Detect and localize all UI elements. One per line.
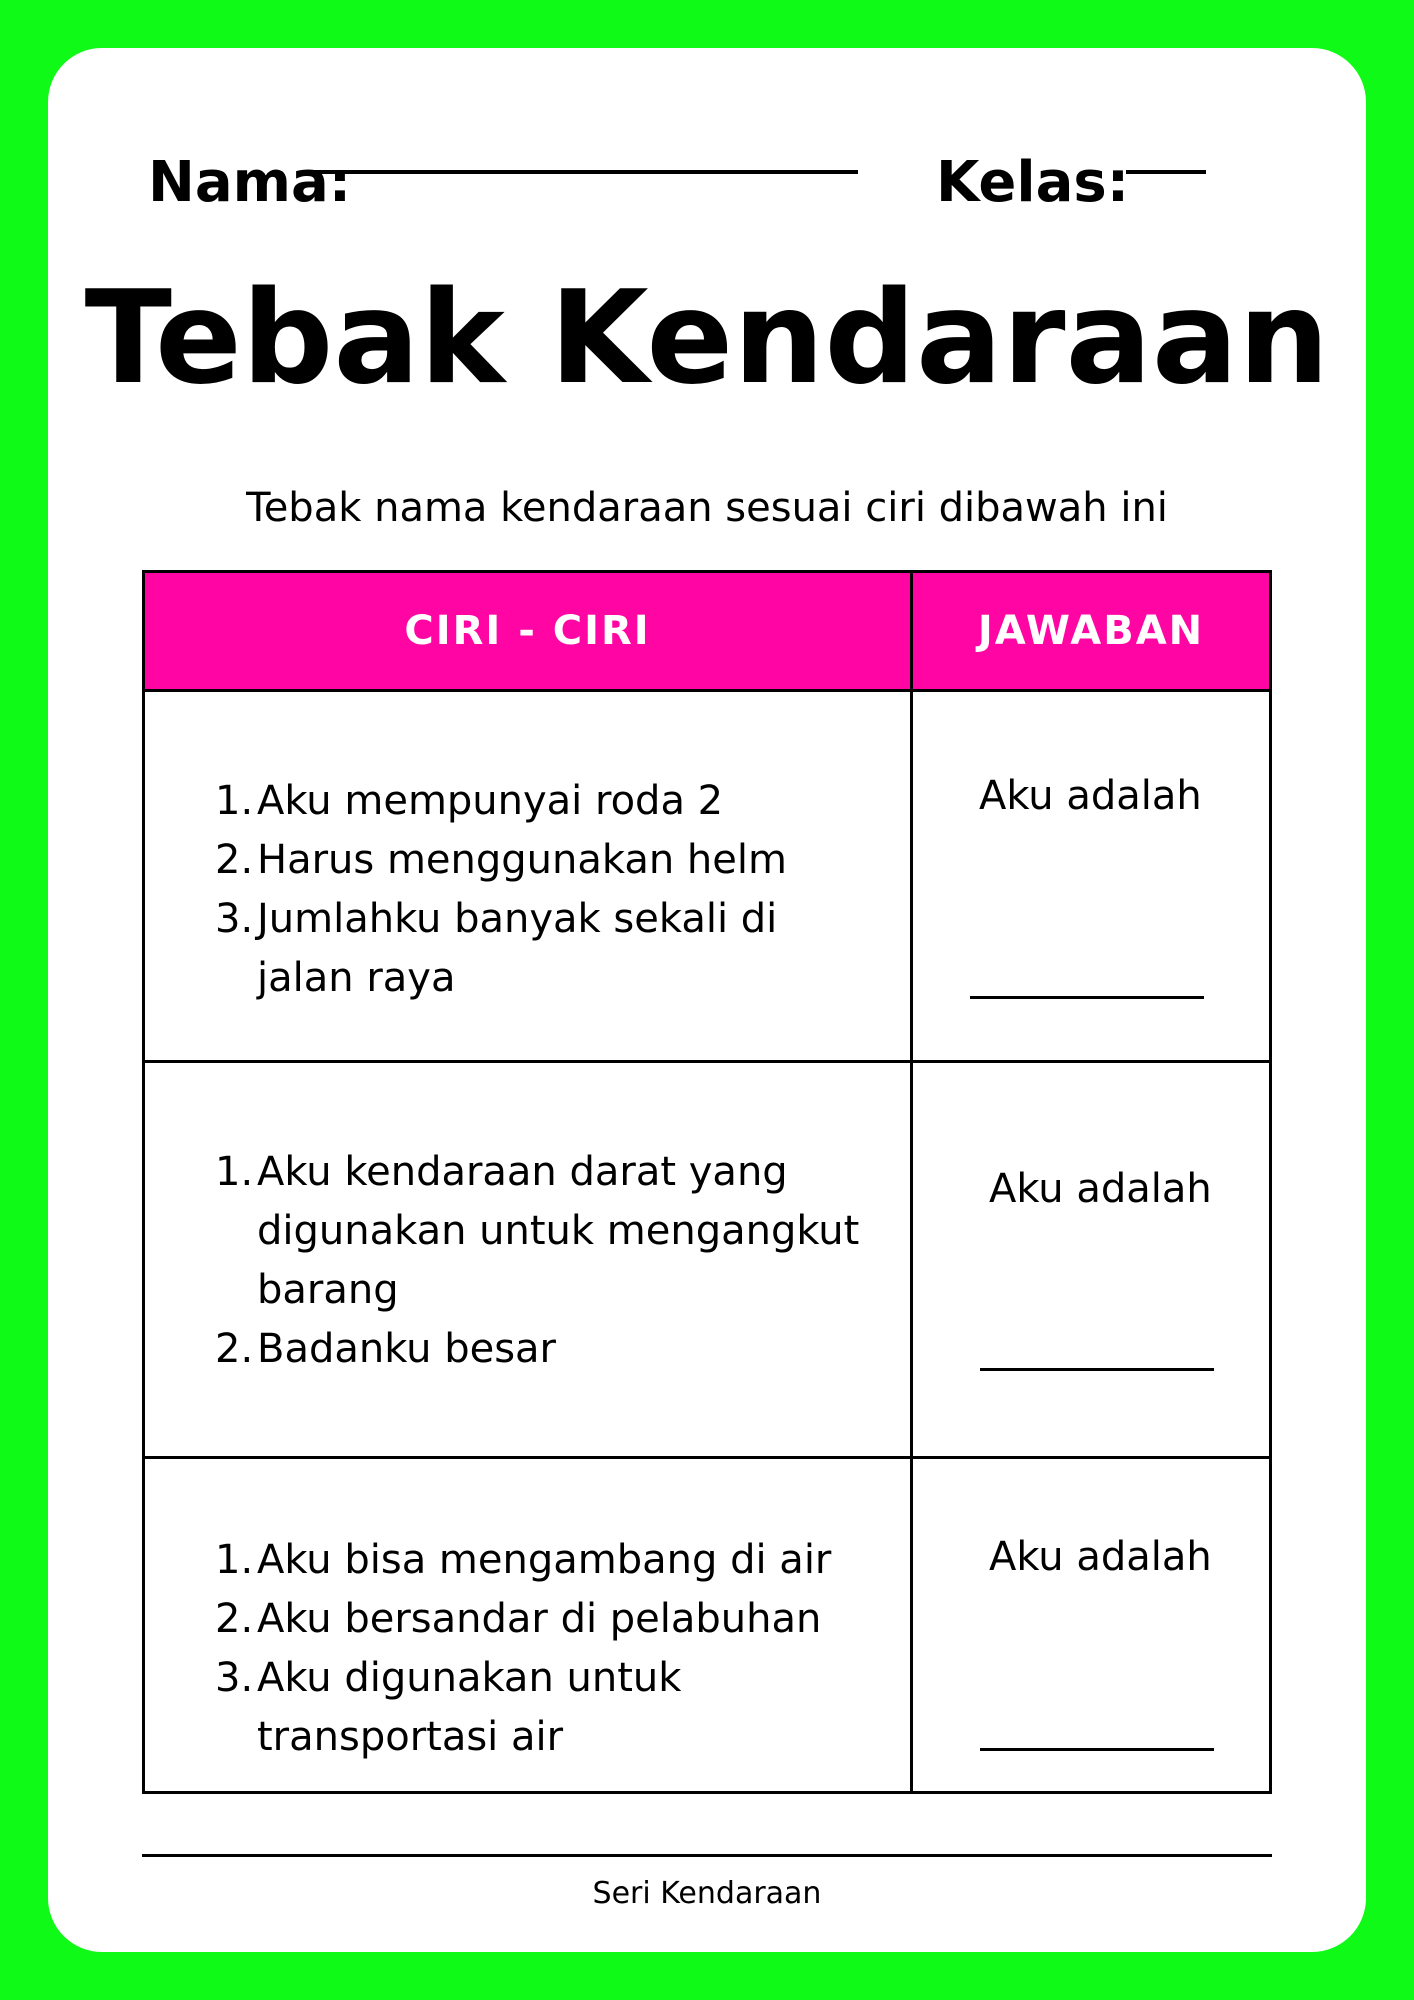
page-subtitle: Tebak nama kendaraan sesuai ciri dibawah ini	[246, 485, 1168, 531]
clue-number: 3.	[215, 1655, 254, 1701]
clue-text: Aku digunakan untuk transportasi air	[257, 1655, 682, 1760]
clue-item	[215, 1649, 875, 1767]
clue-list	[215, 1143, 875, 1379]
nama-blank-line	[313, 170, 858, 174]
clue-item	[215, 1531, 875, 1590]
answer-label: Aku adalah	[989, 1166, 1212, 1212]
clue-text: Harus menggunakan helm	[257, 837, 787, 883]
worksheet-page	[48, 48, 1366, 1952]
clue-number: 1.	[215, 778, 254, 824]
clue-number: 1.	[215, 1537, 254, 1583]
footer-divider	[142, 1854, 1272, 1857]
clue-text: Aku bersandar di pelabuhan	[257, 1596, 822, 1642]
answer-blank-line	[970, 996, 1204, 999]
clue-table	[142, 570, 1272, 1794]
header-ciri: CIRI - CIRI	[404, 608, 651, 654]
page-title: Tebak Kendaraan	[84, 264, 1330, 413]
clue-list	[215, 1531, 875, 1767]
clue-text: Aku kendaraan darat yang digunakan untuk mengangkut barang	[257, 1149, 860, 1313]
clue-number: 2.	[215, 1596, 254, 1642]
footer-text: Seri Kendaraan	[592, 1876, 822, 1911]
clue-list	[215, 772, 875, 1008]
nama-label: Nama:	[148, 150, 352, 215]
table-row	[145, 692, 1269, 1063]
answer-blank-line	[980, 1368, 1214, 1371]
clue-item	[215, 831, 875, 890]
clue-number: 1.	[215, 1149, 254, 1195]
table-row	[145, 1459, 1269, 1791]
clue-text: Aku mempunyai roda 2	[257, 778, 724, 824]
clue-text: Aku bisa mengambang di air	[257, 1537, 832, 1583]
answer-label: Aku adalah	[979, 773, 1202, 819]
kelas-blank-line	[1126, 170, 1206, 174]
clue-number: 2.	[215, 1326, 254, 1372]
clue-item	[215, 1320, 875, 1379]
clue-item	[215, 772, 875, 831]
clue-number: 3.	[215, 896, 254, 942]
table-header	[145, 573, 1269, 692]
clue-item	[215, 1143, 875, 1320]
clue-text: Jumlahku banyak sekali di jalan raya	[257, 896, 778, 1001]
clue-item	[215, 890, 875, 1008]
table-row	[145, 1063, 1269, 1459]
answer-blank-line	[980, 1748, 1214, 1751]
column-divider	[910, 573, 913, 1791]
clue-text: Badanku besar	[257, 1326, 557, 1372]
answer-label: Aku adalah	[989, 1534, 1212, 1580]
header-jawaban: JAWABAN	[977, 608, 1205, 654]
clue-number: 2.	[215, 837, 254, 883]
clue-item	[215, 1590, 875, 1649]
kelas-label: Kelas:	[936, 150, 1130, 215]
